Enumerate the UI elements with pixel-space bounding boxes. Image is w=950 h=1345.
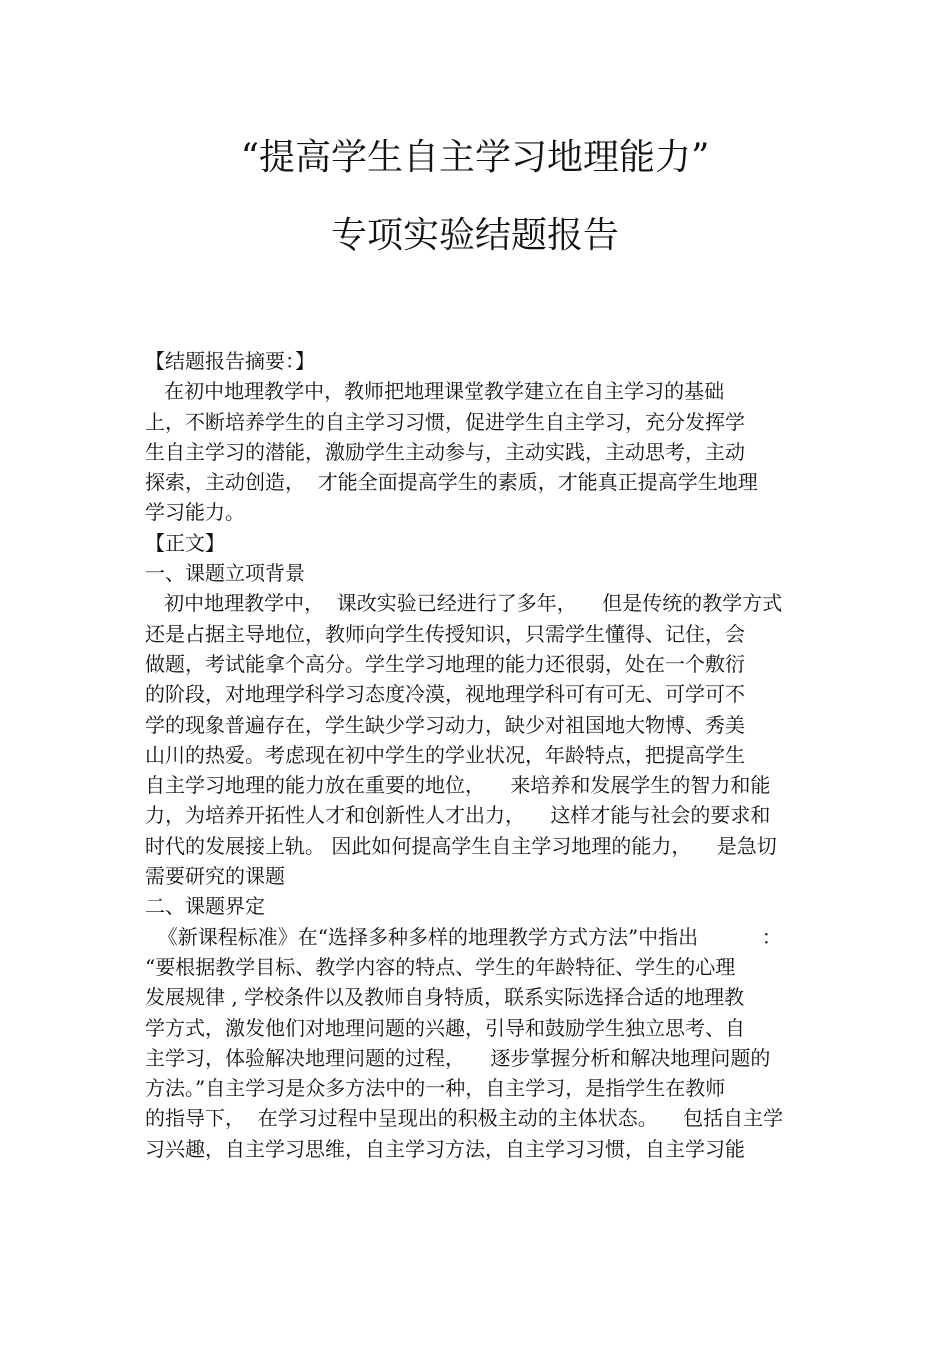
body-line: 初中地理教学中， 课改实验已经进行了多年， 但是传统的教学方式 — [145, 591, 783, 616]
body-line: 的阶段，对地理学科学习态度冷漠，视地理学科可有可无、可学可不 — [145, 682, 745, 707]
body-line: 力，为培养开拓性人才和创新性人才出力， 这样才能与社会的要求和 — [145, 803, 771, 828]
body-line: 方法。”自主学习是众多方法中的一种，自主学习，是指学生在教师 — [145, 1076, 726, 1101]
body-line: 探索，主动创造， 才能全面提高学生的素质，才能真正提高学生地理 — [145, 470, 758, 495]
section-heading-abstract: 【结题报告摘要：】 — [145, 349, 315, 373]
body-line: 生自主学习的潜能，激励学生主动参与，主动实践，主动思考，主动 — [145, 439, 745, 464]
body-line: 《新课程标准》在“选择多种多样的地理教学方式方法”中指出 ： — [145, 924, 782, 949]
body-line: 上，不断培养学生的自主学习习惯，促进学生自主学习，充分发挥学 — [145, 409, 745, 434]
section-heading-background: 一、课题立项背景 — [145, 561, 305, 586]
body-line: 自主学习地理的能力放在重要的地位， 来培养和发展学生的智力和能 — [145, 773, 771, 798]
section-heading-main-text: 【正文】 — [145, 530, 225, 555]
body-line: 做题，考试能拿个高分。学生学习地理的能力还很弱，处在一个敷衍 — [145, 651, 745, 676]
body-line: 的指导下， 在学习过程中呈现出的积极主动的主体状态。 包括自主学 — [145, 1106, 784, 1131]
body-line: 学习能力。 — [145, 500, 245, 525]
body-line: 还是占据主导地位，教师向学生传授知识，只需学生懂得、记住，会 — [145, 621, 745, 646]
body-line: 学的现象普遍存在，学生缺少学习动力，缺少对祖国地大物博、秀美 — [145, 712, 745, 737]
report-body — [145, 346, 825, 1164]
body-line: 山川的热爱。考虑现在初中学生的学业状况，年龄特点，把提高学生 — [145, 742, 745, 767]
body-line: 主学习，体验解决地理问题的过程， 逐步掌握分析和解决地理问题的 — [145, 1045, 771, 1070]
report-subtitle: 专项实验结题报告 — [330, 215, 619, 256]
body-line: 在初中地理教学中，教师把地理课堂教学建立在自主学习的基础 — [145, 379, 725, 404]
body-line: “要根据教学目标、教学内容的特点、学生的年龄特征、学生的心理 — [145, 954, 736, 979]
body-line: 学方式，激发他们对地理问题的兴趣，引导和鼓励学生独立思考、自 — [145, 1015, 745, 1040]
report-title: “提高学生自主学习地理能力” — [240, 137, 710, 178]
body-line: 需要研究的课题 — [145, 864, 285, 889]
section-heading-definition: 二、课题界定 — [145, 894, 265, 919]
body-line: 时代的发展接上轨。 因此如何提高学生自主学习地理的能力， 是急切 — [145, 833, 777, 858]
body-line: 习兴趣，自主学习思维，自主学习方法，自主学习习惯，自主学习能 — [145, 1136, 745, 1161]
body-line: 发展规律 , 学校条件以及教师自身特质，联系实际选择合适的地理教 — [145, 985, 745, 1010]
